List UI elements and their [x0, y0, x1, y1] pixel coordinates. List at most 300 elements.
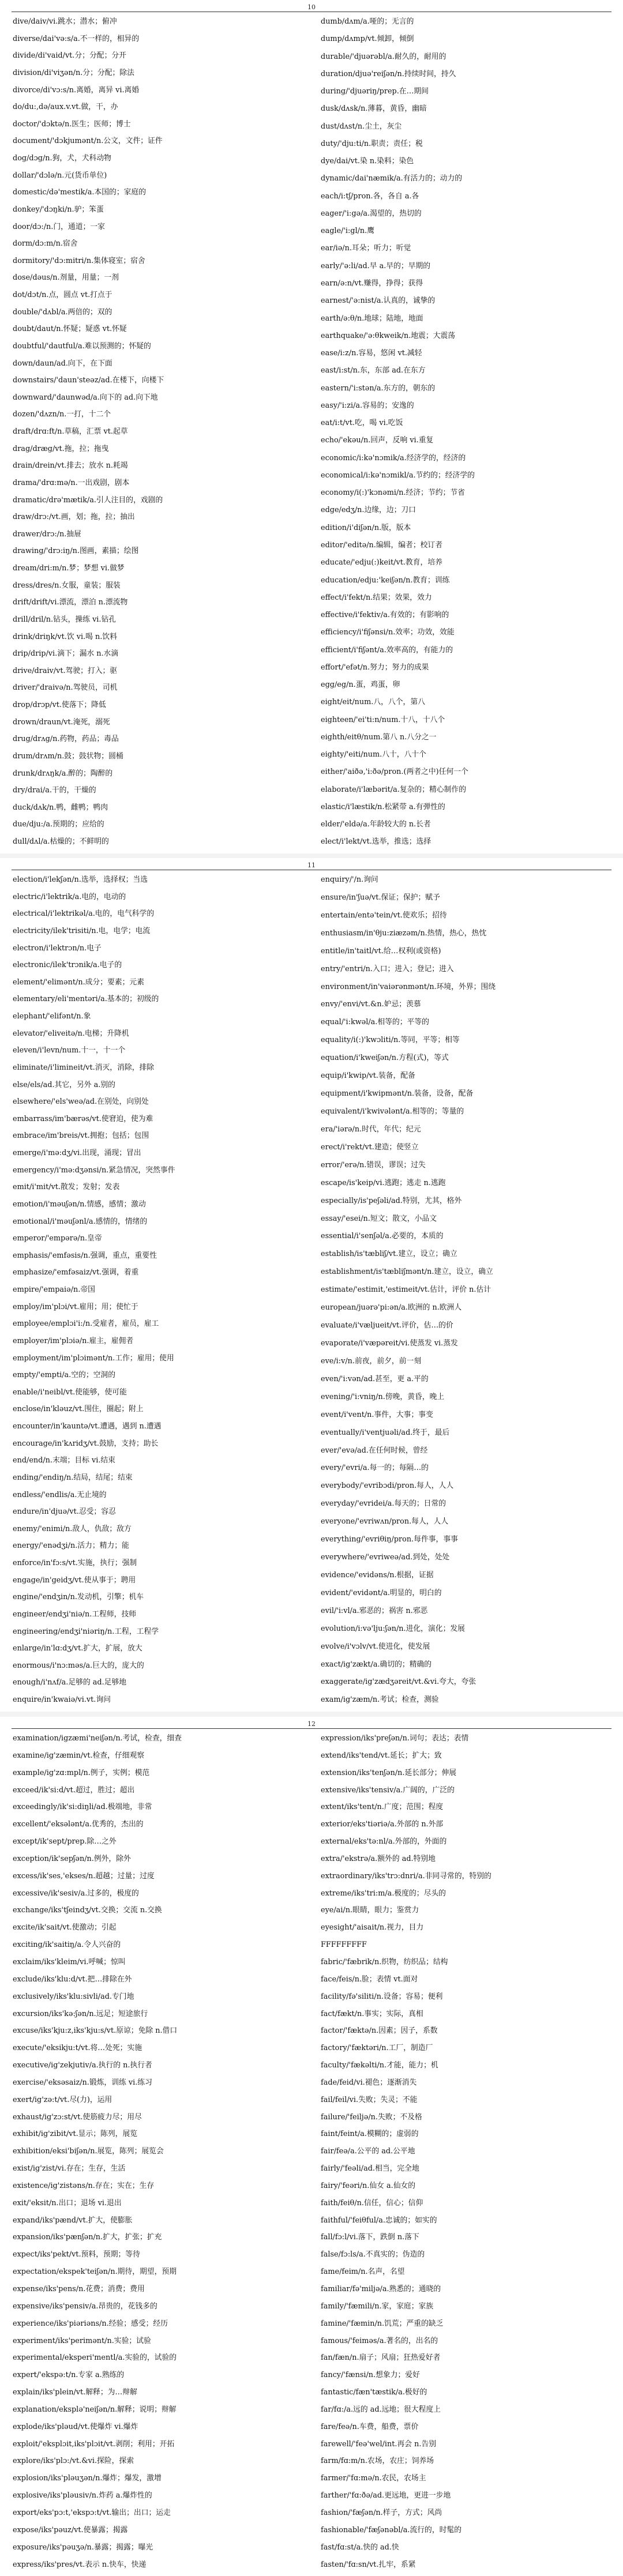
word-entry: dormitory/'dɔ:mitri/n.集体寝室；宿舍 [13, 256, 145, 265]
word-entry: express/iks'pres/vt.表示 n.快车，快递 [13, 2560, 147, 2569]
word-entry: economy/i(:)'kɔnəmi/n.经济；节约；节省 [321, 488, 465, 498]
word-entry: eyesight/'aisait/n.视力，目力 [321, 1923, 424, 1932]
word-entry: early/'ə:li/ad.早 a.早的；早期的 [321, 261, 431, 270]
word-entry: empire/'empaiə/n.帝国 [13, 1285, 95, 1294]
word-entry: equal/'i:kwəl/a.相等的；平等的 [321, 1018, 429, 1027]
word-entry: drop/drɔp/vt.使落下；降低 [13, 701, 106, 709]
word-entry: engineer/endʒi'niə/n.工程师，技师 [13, 1609, 137, 1619]
word-entry: electric/i'lektrik/a.电的，电动的 [13, 892, 126, 901]
word-entry: every/'evri/a.每一的；每隔…的 [321, 1464, 429, 1473]
word-entry: emphasis/'emfəsis/n.强调，重点，重要性 [13, 1251, 157, 1260]
word-entry: engineering/endʒi'niəriŋ/n.工程，工程学 [13, 1627, 159, 1636]
word-entry: downward/'daunwəd/a.向下的 ad.向下地 [13, 393, 158, 402]
word-entry: drawing/'drɔ:iŋ/n.图画，素描；绘图 [13, 547, 139, 556]
word-entry: down/daun/ad.向下，在下面 [13, 359, 112, 368]
word-entry: excessive/ik'sesiv/a.过多的，极度的 [13, 1889, 139, 1898]
word-entry: dress/dres/n.女服，童装；服装 [13, 581, 121, 590]
word-entry: faculty/'fækəlti/n.才能，能力；机 [321, 2061, 438, 2070]
word-entry: dull/dʌl/a.枯燥的；不鲜明的 [13, 837, 109, 846]
word-entry: expression/iks'preʃən/n.词句；表达；表情 [321, 1734, 469, 1743]
word-entry: dorm/dɔ:m/n.宿舍 [13, 239, 78, 249]
word-entry: faint/feint/a.模糊的；虚弱的 [321, 2130, 419, 2139]
word-entry: exclude/iks'klu:d/vt.把…排除在外 [13, 1975, 132, 1984]
word-entry: exhibit/ig'zibit/vt.显示；陈列，展览 [13, 2130, 138, 2139]
word-entry: exert/ig'zə:t/vt.尽(力)，运用 [13, 2095, 112, 2104]
word-entry: eat/i:t/vt.吃，喝 vi.吃饭 [321, 419, 403, 428]
word-entry: emerge/i'mə:dʒ/vi.出现，涌现；冒出 [13, 1149, 141, 1157]
word-entry: experience/iks'piəriəns/n.经验；感受；经历 [13, 2319, 168, 2328]
word-entry: dozen/'dʌzn/n.一打，十二个 [13, 410, 111, 419]
word-entry: enquiry/'/n.询问 [321, 875, 378, 884]
word-entry: exercise/'eksəsaiz/n.锻炼，训练 vi.练习 [13, 2078, 152, 2087]
word-entry: each/i:tʃ/pron.各，各自 a.各 [321, 191, 419, 201]
word-entry: eagle/'i:gl/n.鹰 [321, 227, 374, 236]
word-entry: expensive/iks'pensiv/a.昂贵的，花钱多的 [13, 2302, 157, 2311]
word-entry: explosive/iks'pləusiv/n.炸药 a.爆炸性的 [13, 2491, 152, 2500]
word-entry: fall/fɔ:l/vi.落下，跌倒 n.落下 [321, 2233, 419, 2242]
word-entry: else/els/ad.其它，另外 a.别的 [13, 1080, 115, 1089]
word-entry: example/ig'zɑ:mpl/n.例子，实例；模范 [13, 1768, 150, 1777]
word-entry: evaluate/i'væljueit/vt.评价，估…的价 [321, 1321, 453, 1330]
word-entry: extensive/iks'tensiv/a.广阔的，广泛的 [321, 1785, 455, 1795]
word-entry: enthusiasm/in'θju:ziæzəm/n.热情，热心，热忱 [321, 928, 487, 938]
word-entry: echo/'ekəu/n.回声，反响 vi.重复 [321, 436, 434, 445]
word-entry: enable/i'neibl/vt.使能够，使可能 [13, 1387, 127, 1397]
word-entry: ease/i:z/n.容易，悠闲 vt.减轻 [321, 349, 422, 358]
word-entry: duty/'dju:ti/n.职责；责任；税 [321, 139, 423, 148]
word-entry: dot/dɔt/n.点，圆点 vt.打点于 [13, 291, 112, 299]
word-entry: egg/eg/n.蛋，鸡蛋，卵 [321, 680, 400, 690]
word-entry: fair/feə/a.公平的 ad.公平地 [321, 2147, 415, 2156]
word-entry: easy/'i:zi/a.容易的；安逸的 [321, 401, 414, 410]
word-entry: expense/iks'pens/n.花费；消费；费用 [13, 2285, 145, 2293]
word-entry: famous/'feiməs/a.著名的，出名的 [321, 2336, 438, 2345]
word-entry: element/'elimənt/n.成分；要素；元素 [13, 977, 145, 987]
word-entry: factor/'fæktə/n.因素；因子，系数 [321, 2026, 438, 2036]
word-entry: explain/iks'plein/vt.解释；为…辩解 [13, 2388, 137, 2397]
word-entry: dog/dɔg/n.狗，犬，犬科动物 [13, 154, 111, 163]
word-entry: evolution/i:və'lju:ʃən/n.进化，演化；发展 [321, 1624, 465, 1633]
word-entry: exit/'eksit/n.出口；退场 vi.退出 [13, 2198, 122, 2208]
word-entry: dream/dri:m/n.梦；梦想 vi.做梦 [13, 564, 125, 573]
word-entry: fashionable/'fæʃənəbl/a.流行的，时髦的 [321, 2525, 462, 2534]
word-entry: explode/iks'pləud/vt.使爆炸 vi.爆炸 [13, 2422, 138, 2431]
word-entry: end/end/n.末端；目标 vi.结束 [13, 1456, 115, 1465]
word-entry: drunk/drʌŋk/a.醉的；陶醉的 [13, 769, 113, 778]
word-entry: familiar/fə'miljə/a.熟悉的；通晓的 [321, 2285, 441, 2293]
word-entry: effective/i'fektiv/a.有效的；有影响的 [321, 611, 449, 620]
word-entry: duration/djuə'reiʃən/n.持续时间，持久 [321, 69, 456, 78]
word-entry: fabric/'fæbrik/n.织物，纺织品；结构 [321, 1957, 448, 1966]
word-entry: efficiency/i'fiʃənsi/n.效率；功效，效能 [321, 628, 455, 637]
word-entry: enlarge/in'lɑ:dʒ/vt.扩大，扩展，放大 [13, 1644, 142, 1653]
word-entry: exterior/eks'tiəriə/a.外部的 n.外部 [321, 1820, 444, 1829]
word-entry: durable/'djuərəbl/a.耐久的，耐用的 [321, 52, 446, 61]
word-entry: efficient/i'fiʃənt/a.效率高的，有能力的 [321, 645, 453, 655]
word-entry: endless/'endlis/a.无止境的 [13, 1490, 107, 1499]
word-entry: education/edju:'keiʃən/n.教育；训练 [321, 576, 450, 585]
word-entry: examine/ig'zæmin/vt.检查，仔细观察 [13, 1751, 145, 1760]
word-entry: fancy/'fænsi/n.想象力；爱好 [321, 2371, 420, 2380]
word-entry: excess/ik'ses,'ekses/n.超越；过量；过度 [13, 1871, 155, 1881]
word-entry: entertain/entə'tein/vt.使欢乐；招待 [321, 911, 447, 920]
word-entry: extreme/iks'tri:m/a.极度的；尽头的 [321, 1889, 446, 1898]
word-entry: drama/'drɑ:mə/n.一出戏剧，剧本 [13, 478, 130, 487]
word-entry: double/'dʌbl/a.两倍的；双的 [13, 307, 112, 317]
word-entry: everything/'evriθiŋ/pron.每件事，事事 [321, 1535, 458, 1544]
word-entry: drive/draiv/vt.驾驶；打入；驱 [13, 666, 118, 675]
word-entry: dye/dai/vt.染 n.染料；染色 [321, 157, 414, 166]
word-entry: elsewhere/'els'weə/ad.在别处，向别处 [13, 1097, 149, 1107]
word-entry: encounter/in'kauntə/vt.遭遇，遇到 n.遭遇 [13, 1422, 162, 1431]
word-entry: fact/fækt/n.事实；实际，真相 [321, 2009, 423, 2018]
word-entry: export/eks'pɔ:t,'ekspɔ:t/vt.输出；出口；运走 [13, 2508, 171, 2517]
word-entry: exclaim/iks'kleim/vi.呼喊；惊叫 [13, 1957, 126, 1966]
word-entry: eye/ai/n.眼睛，眼力；鉴赏力 [321, 1906, 419, 1915]
word-entry: explosion/iks'pləuʒən/n.爆炸；爆发，激增 [13, 2474, 162, 2483]
word-entry: electrical/i'lektrikəl/a.电的，电气科学的 [13, 909, 155, 919]
word-entry: expert/'ekspə:t/n.专家 a.熟练的 [13, 2371, 125, 2380]
word-entry: enemy/'enimi/n.敌人，仇敌；敌方 [13, 1524, 132, 1533]
word-entry: farmer/'fɑ:mə/n.农民，农场主 [321, 2474, 426, 2483]
word-entry: elect/i'lekt/vt.选举，推选；选择 [321, 837, 431, 847]
word-entry: division/di'viʒən/n.分；分配；除法 [13, 68, 134, 77]
word-entry: enough/i'nʌf/a.足够的 ad.足够地 [13, 1678, 127, 1687]
word-entry: elder/'eldə/a.年龄较大的 n.长者 [321, 820, 431, 829]
word-entry: failure/'feiljə/n.失败；不及格 [321, 2112, 422, 2122]
header-rule [12, 1728, 611, 1729]
word-entry: establish/is'tæbliʃ/vt.建立，设立；确立 [321, 1250, 457, 1259]
word-entry: emperor/'empərə/n.皇帝 [13, 1234, 102, 1243]
word-entry: eighty/'eiti/num.八十，八十个 [321, 750, 426, 759]
word-entry: earth/ə:θ/n.地球；陆地，地面 [321, 314, 423, 323]
word-entry: economic/i:kə'nɔmik/a.经济学的，经济的 [321, 453, 466, 462]
word-entry: drip/drip/vi.滴下；漏水 n.水滴 [13, 649, 119, 659]
word-entry: excellent/'eksələnt/a.优秀的，杰出的 [13, 1820, 144, 1829]
word-entry: due/dju:/a.预期的；应给的 [13, 820, 104, 829]
word-entry: environment/in'vaiərənmənt/n.环境，外界；围绕 [321, 982, 496, 991]
word-entry: do/du:,də/aux.v.vt.做，干，办 [13, 103, 118, 112]
word-entry: eighteen/'ei'ti:n/num.十八，十八个 [321, 715, 445, 724]
word-entry: eleven/i'levn/num.十一，十一个 [13, 1046, 126, 1055]
word-entry: essential/i'senʃəl/a.必要的，本质的 [321, 1232, 444, 1241]
word-entry: elephant/'elifənt/n.象 [13, 1012, 91, 1021]
word-entry: farther/'fɑ:ðə/ad.更远地，更进一步地 [321, 2491, 451, 2500]
word-entry: european/juərə'pi:ən/a.欧洲的 n.欧洲人 [321, 1303, 462, 1313]
word-entry: fairy/'feəri/n.仙女 a.仙女的 [321, 2181, 416, 2190]
word-entry: employee/emplɔi'i:/n.受雇者，雇员，雇工 [13, 1319, 159, 1329]
word-entry: energy/'enədʒi/n.活力；精力；能 [13, 1541, 129, 1551]
right-column [321, 875, 612, 1705]
word-entry: eight/eit/num.八，八个，第八 [321, 698, 425, 707]
word-entry: elaborate/i'læbərit/a.复杂的；精心制作的 [321, 785, 466, 794]
word-entry: eve/i:v/n.前夜，前夕，前一刻 [321, 1356, 422, 1366]
word-entry: ever/'evə/ad.在任何时候，曾经 [321, 1446, 428, 1455]
word-entry: fade/feid/vi.褪色；逐渐消失 [321, 2078, 417, 2087]
word-entry: drill/dril/n.钻头，操练 vi.钻孔 [13, 615, 117, 624]
word-entry: elevator/'eliveitə/n.电梯；升降机 [13, 1029, 129, 1038]
word-entry: eventually/i'ventjuəli/ad.终于，最后 [321, 1428, 450, 1437]
word-entry: elastic/i'læstik/n.松紧带 a.有弹性的 [321, 802, 445, 811]
word-entry: enclose/in'kləuz/vt.围住，圈起；附上 [13, 1405, 144, 1414]
word-entry: ensure/in'ʃuə/vt.保证；保护；赋予 [321, 893, 440, 902]
word-entry: emotion/i'məuʃən/n.情感，感情；激动 [13, 1199, 146, 1209]
word-entry: except/ik'sept/prep.除…之外 [13, 1837, 117, 1847]
word-entry: employ/im'plɔi/vt.雇用；用；使忙于 [13, 1302, 138, 1311]
word-entry: editor/'editə/n.编辑，编者；校订者 [321, 540, 443, 550]
word-entry: extension/iks'tenʃən/n.延长部分；伸展 [321, 1768, 457, 1777]
dictionary-page [0, 858, 623, 1712]
word-entry: envy/'envi/vt.&n.妒忌；羡慕 [321, 1000, 421, 1009]
word-entry: explanation/eksplə'neiʃən/n.解释；说明；辩解 [13, 2405, 177, 2414]
word-entry: earthquake/'ə:θkweik/n.地震；大震荡 [321, 331, 456, 340]
word-entry: exist/ig'zist/vi.存在；生存，生活 [13, 2164, 126, 2173]
word-entry: estimate/'estimit,'estimeit/vt.估计，评价 n.估计 [321, 1285, 491, 1295]
word-entry: eliminate/i'limineit/vt.消灭，消除，排除 [13, 1063, 155, 1072]
word-entry: embarrass/im'bærəs/vt.使窘迫，使为难 [13, 1114, 153, 1123]
word-entry: entry/'entri/n.入口；进入；登记；进入 [321, 964, 454, 973]
word-entry: fairly/'feəli/ad.相当，完全地 [321, 2164, 419, 2173]
word-entry: earnest/'ə:nist/a.认真的，诚挚的 [321, 296, 436, 306]
word-entry: experimental/eksperi'mentl/a.实验的，试验的 [13, 2353, 177, 2363]
word-entry: farm/fɑ:m/n.农场，农庄；饲养场 [321, 2457, 434, 2466]
word-entry: exploit/'eksplɔit,iks'plɔit/vt.剥削；利用；开拓 [13, 2439, 175, 2449]
word-entry: emit/i'mit/vt.散发；发射；发表 [13, 1183, 120, 1192]
word-entry: especially/is'peʃəli/ad.特别，尤其，格外 [321, 1196, 462, 1205]
word-entry: era/'iərə/n.时代，年代；纪元 [321, 1125, 421, 1134]
word-entry: everywhere/'evriweə/ad.到处，处处 [321, 1553, 450, 1562]
word-entry: establishment/is'tæbliʃmənt/n.建立，设立，确立 [321, 1268, 493, 1277]
word-entry: FFFFFFFFF [321, 1941, 367, 1950]
word-entry: enforce/in'fɔ:s/vt.实施，执行；强制 [13, 1559, 137, 1567]
word-entry: empty/'empti/a.空的；空洞的 [13, 1371, 116, 1380]
word-entry: examination/igzæmi'neiʃən/n.考试，检查，细查 [13, 1734, 182, 1743]
word-entry: dumb/dʌm/a.哑的；无言的 [321, 17, 414, 26]
word-entry: ear/iə/n.耳朵；听力；听觉 [321, 244, 411, 253]
word-entry: edge/edʒ/n.边缘，边；刀口 [321, 506, 416, 515]
word-entry: everyday/'evridei/a.每天的；日常的 [321, 1499, 446, 1509]
word-entry: exhaust/ig'zɔ:st/vt.使筋疲力尽；用尽 [13, 2112, 142, 2122]
word-entry: drink/driŋk/vt.饮 vi.喝 n.饮料 [13, 632, 117, 641]
right-column [321, 1734, 612, 2569]
word-entry: dive/daiv/vi.跳水；潜水；俯冲 [13, 17, 117, 26]
word-entry: dollar/'dɔlə/n.元(货币单位) [13, 171, 107, 180]
word-entry: electricity/ilek'trisiti/n.电，电学；电流 [13, 926, 151, 935]
word-entry: fan/fæn/n.扇子；风扇；狂热爱好者 [321, 2353, 441, 2363]
word-entry: extraordinary/iks'trɔ:dnri/a.非同寻常的，特别的 [321, 1871, 491, 1881]
word-entry: either/'aiðə,'i:ðə/pron.(两者之中)任何一个 [321, 768, 468, 777]
word-entry: electronic/ilek'trɔnik/a.电子的 [13, 961, 122, 970]
word-entry: equation/i'kweiʃən/n.方程(式)，等式 [321, 1054, 449, 1063]
word-entry: domestic/də'mestik/a.本国的；家庭的 [13, 188, 147, 197]
word-entry: equality/i(:)'kwɔliti/n.等同，平等；相等 [321, 1036, 460, 1045]
word-entry: edition/i'diʃən/n.版，版本 [321, 523, 411, 532]
word-entry: earn/ə:n/vt.赚得，挣得；获得 [321, 279, 423, 288]
left-column [13, 875, 304, 1705]
word-entry: expose/iks'pəuz/vt.使暴露；揭露 [13, 2525, 128, 2534]
word-entry: evaporate/i'væpəreit/vi.使蒸发 vi.蒸发 [321, 1338, 458, 1348]
word-entry: erect/i'rekt/vt.建造；使竖立 [321, 1142, 419, 1152]
word-entry: exam/ig'zæm/n.考试；检查，测验 [321, 1695, 439, 1705]
word-entry: expansion/iks'pænʃən/n.扩大，扩张；扩充 [13, 2233, 162, 2242]
word-entry: error/'erə/n.错误，谬误；过失 [321, 1160, 426, 1169]
word-entry: fasten/'fɑ:sn/vt.扎牢，系紧 [321, 2560, 416, 2569]
word-entry: ending/'endiŋ/n.结局，结尾；结束 [13, 1473, 133, 1482]
word-entry: endure/in'djuə/vt.忍受；容忍 [13, 1507, 116, 1517]
word-entry: exhibition/eksi'biʃən/n.展览，陈列；展览会 [13, 2147, 164, 2156]
word-entry: engage/in'geidʒ/vt.使从事于；聘用 [13, 1575, 136, 1585]
word-entry: drug/drʌg/n.药物，药品；毒品 [13, 735, 119, 744]
word-entry: famine/'fæmin/n.饥荒；严重的缺乏 [321, 2319, 444, 2328]
word-entry: doubt/daut/n.怀疑；疑惑 vt.怀疑 [13, 325, 127, 334]
word-entry: face/feis/n.脸；表情 vt.面对 [321, 1975, 418, 1984]
left-column [13, 1734, 304, 2569]
word-entry: exceed/ik'si:d/vt.超过，胜过；超出 [13, 1785, 135, 1795]
word-entry: expand/iks'pænd/vt.扩大，使膨胀 [13, 2216, 133, 2225]
word-entry: essay/'esei/n.短文；散文，小品文 [321, 1214, 437, 1223]
word-entry: everyone/'evriwʌn/pron.每人，人人 [321, 1517, 449, 1526]
word-entry: fashion/'fæʃən/n.样子，方式；风尚 [321, 2508, 442, 2517]
word-entry: elementary/eli'mentəri/a.基本的；初级的 [13, 995, 159, 1004]
word-entry: donkey/'dɔŋki/n.驴；笨蛋 [13, 205, 104, 214]
word-entry: existence/ig'zistəns/n.存在；实在；生存 [13, 2181, 155, 2190]
word-entry: engine/'endʒin/n.发动机，引擎；机车 [13, 1593, 144, 1602]
word-entry: fantastic/fæn'tæstik/a.极好的 [321, 2388, 427, 2397]
word-entry: dramatic/drə'mætik/a.引人注目的，戏剧的 [13, 495, 163, 505]
word-entry: faithful/'feiθful/a.忠诚的；如实的 [321, 2216, 437, 2225]
word-entry: emotional/i'məuʃənl/a.感情的，情绪的 [13, 1217, 148, 1226]
word-entry: downstairs/'daun'steəz/ad.在楼下，向楼下 [13, 376, 164, 385]
word-entry: exceedingly/ik'si:diŋli/ad.极端地，非常 [13, 1803, 152, 1812]
word-entry: executive/ig'zekjutiv/a.执行的 n.执行者 [13, 2061, 152, 2070]
word-entry: far/fɑ:/a.远的 ad.远地；很大程度上 [321, 2405, 441, 2414]
word-entry: enquire/in'kwaiə/vi.vt.询问 [13, 1695, 111, 1704]
word-entry: equipment/i'kwipmənt/n.装备，设备，配备 [321, 1089, 474, 1099]
word-entry: even/'i:vən/ad.甚至，更 a.平的 [321, 1374, 429, 1383]
word-entry: effort/'efət/n.努力；努力的成果 [321, 663, 429, 672]
word-entry: fail/feil/vi.失败；失灵；不能 [321, 2095, 418, 2104]
word-entry: exchange/iks'tʃeindʒ/vt.交换；交流 n.交换 [13, 1906, 162, 1915]
word-entry: excuse/iks'kju:z,iks'kju:s/vt.原谅；免除 n.借口 [13, 2026, 178, 2036]
dictionary-page [0, 1717, 623, 2576]
word-entry: dynamic/dai'næmik/a.有活力的；动力的 [321, 174, 463, 183]
word-entry: exception/ik'sepʃən/n.例外，除外 [13, 1854, 131, 1863]
word-entry: false/fɔ:ls/a.不真实的；伪造的 [321, 2250, 425, 2259]
word-entry: eastern/'i:stən/a.东方的，朝东的 [321, 383, 436, 393]
page-number: 11 [307, 862, 316, 869]
dictionary-page [0, 0, 623, 853]
right-column [321, 17, 612, 847]
word-entry: evidence/'evidəns/n.根据，证据 [321, 1570, 434, 1580]
word-entry: equivalent/i'kwivələnt/a.相等的；等量的 [321, 1107, 464, 1116]
word-entry: eager/'i:gə/a.渴望的，热切的 [321, 209, 422, 218]
word-entry: encourage/in'kʌridʒ/vt.鼓励，支持；助长 [13, 1439, 159, 1448]
word-entry: election/i'lekʃən/n.选举，选择权；当选 [13, 875, 148, 884]
word-entry: excursion/iks'kə:ʃən/n.远足；短途旅行 [13, 2009, 148, 2018]
word-entry: evolve/i'vɔlv/vt.使进化，使发展 [321, 1642, 430, 1651]
word-entry: farewell/'feə'wel/int.再会 n.告别 [321, 2439, 437, 2449]
word-entry: external/eks'tə:nl/a.外部的，外面的 [321, 1837, 447, 1847]
word-entry: emergency/i'mə:dʒənsi/n.紧急情况，突然事件 [13, 1165, 175, 1175]
word-entry: doctor/'dɔktə/n.医生；医师；博士 [13, 119, 131, 129]
word-entry: exact/ig'zækt/a.确切的；精确的 [321, 1660, 432, 1669]
word-entry: dusk/dʌsk/n.薄暮，黄昏，幽暗 [321, 104, 427, 114]
word-entry: duck/dʌk/n.鸭，雌鸭；鸭肉 [13, 803, 108, 812]
word-entry: fast/fɑ:st/a.快的 ad.快 [321, 2543, 399, 2552]
word-entry: expect/iks'pekt/vt.预料，预期；等待 [13, 2250, 140, 2259]
word-entry: employer/im'plɔiə/n.雇主，雇佣者 [13, 1336, 134, 1345]
word-entry: dry/drai/a.干的，干燥的 [13, 786, 96, 795]
word-entry: drift/drift/vi.漂流，漂泊 n.漂流物 [13, 598, 128, 607]
word-entry: faith/feiθ/n.信任，信心；信仰 [321, 2198, 423, 2208]
word-entry: document/'dɔkjumənt/n.公文，文件；证件 [13, 137, 163, 146]
word-entry: enormous/i'nɔ:məs/a.巨大的，庞大的 [13, 1661, 144, 1670]
word-entry: excite/ik'sait/vt.使激动；引起 [13, 1923, 117, 1932]
word-entry: escape/is'keip/vi.逃跑；逃走 n.逃跑 [321, 1178, 446, 1187]
word-entry: evil/'i:vl/a.邪恶的；祸害 n.邪恶 [321, 1606, 428, 1615]
word-entry: exclusively/iks'klu:sivli/ad.专门地 [13, 1992, 134, 2001]
word-entry: effect/i'fekt/n.结果；效果，效力 [321, 593, 432, 602]
word-entry: event/i'vent/n.事件，大事；事变 [321, 1410, 433, 1419]
word-entry: fare/feə/n.车费，船费，票价 [321, 2422, 419, 2431]
word-entry: drown/draun/vt.淹死，溺死 [13, 717, 110, 727]
word-entry: evident/'evidənt/a.明显的，明白的 [321, 1588, 442, 1597]
word-entry: draft/drɑ:ft/n.草稿，汇票 vt.起草 [13, 427, 128, 436]
word-entry: educate/'edju(:)keit/vt.教育，培养 [321, 558, 442, 567]
word-entry: economical/i:kə'nɔmikl/a.节约的；经济学的 [321, 471, 475, 480]
word-entry: explore/iks'plɔ:/vt.&vi.探险，探索 [13, 2457, 134, 2466]
word-entry: exciting/ik'saitiŋ/a.令人兴奋的 [13, 1941, 121, 1950]
word-entry: factory/'fæktəri/n.工厂，制造厂 [321, 2044, 433, 2053]
word-entry: entitle/in'taitl/vt.给…权利(或资格) [321, 946, 441, 956]
word-entry: dust/dʌst/n.尘土，灰尘 [321, 122, 402, 131]
word-entry: electron/i'lektrɔn/n.电子 [13, 943, 102, 953]
word-entry: execute/'eksikju:t/vt.将…处死；实施 [13, 2044, 142, 2053]
word-entry: evening/'i:vniŋ/n.傍晚，黄昏，晚上 [321, 1392, 445, 1401]
word-entry: doubtful/'dautful/a.难以预测的；怀疑的 [13, 341, 151, 351]
word-entry: expectation/ekspek'teiʃən/n.期待，期望，预期 [13, 2267, 177, 2277]
word-entry: eighth/eitθ/num.第八 n.八分之一 [321, 732, 437, 742]
word-entry: facility/fə'siliti/n.设备；容易；便利 [321, 1992, 443, 2001]
word-entry: family/'fæmili/n.家，家庭；家族 [321, 2302, 434, 2311]
word-entry: divorce/di'vɔ:s/n.离婚，离异 vi.离婚 [13, 85, 140, 95]
word-entry: equip/i'kwip/vt.装备，配备 [321, 1071, 415, 1081]
word-entry: drain/drein/vt.排去；放水 n.耗竭 [13, 461, 128, 471]
word-entry: drum/drʌm/n.鼓；鼓状物；圆桶 [13, 751, 123, 761]
word-entry: exaggerate/ig'zædʒəreit/vt.&vi.夸大，夸张 [321, 1678, 476, 1687]
word-entry: draw/drɔ:/vt.画，划；拖，拉；抽出 [13, 513, 135, 522]
page-number: 10 [307, 3, 316, 11]
word-entry: exposure/iks'pəuʒə/n.暴露；揭露；曝光 [13, 2543, 153, 2552]
word-entry: embrace/im'breis/vt.拥抱；包括；包围 [13, 1131, 149, 1141]
word-entry: emphasize/'emfəsaiz/vt.强调，着重 [13, 1268, 139, 1277]
word-entry: divide/di'vaid/vt.分；分配；分开 [13, 51, 126, 61]
left-column [13, 17, 304, 847]
word-entry: extend/iks'tend/vt.延长；扩大；致 [321, 1751, 442, 1760]
word-entry: experiment/iks'perimənt/n.实验；试验 [13, 2336, 151, 2345]
word-entry: extent/iks'tent/n.广度；范围；程度 [321, 1803, 444, 1812]
word-entry: employment/im'plɔimənt/n.工作；雇用；使用 [13, 1353, 174, 1363]
word-entry: during/'djuəriŋ/prep.在…期间 [321, 87, 429, 96]
word-entry: dump/dʌmp/vt.倾卸，倾倒 [321, 35, 414, 44]
word-entry: door/dɔ:/n.门，通道；一家 [13, 222, 105, 231]
word-entry: diverse/dai'və:s/a.不一样的，相异的 [13, 34, 140, 43]
page-number: 12 [307, 1720, 316, 1728]
word-entry: fame/feim/n.名声，名望 [321, 2267, 405, 2277]
word-entry: drawer/drɔ:/n.抽屉 [13, 529, 81, 539]
word-entry: driver/'draivə/n.驾驶员，司机 [13, 683, 118, 693]
word-entry: everybody/'evribɔdi/pron.每人，人人 [321, 1481, 454, 1491]
